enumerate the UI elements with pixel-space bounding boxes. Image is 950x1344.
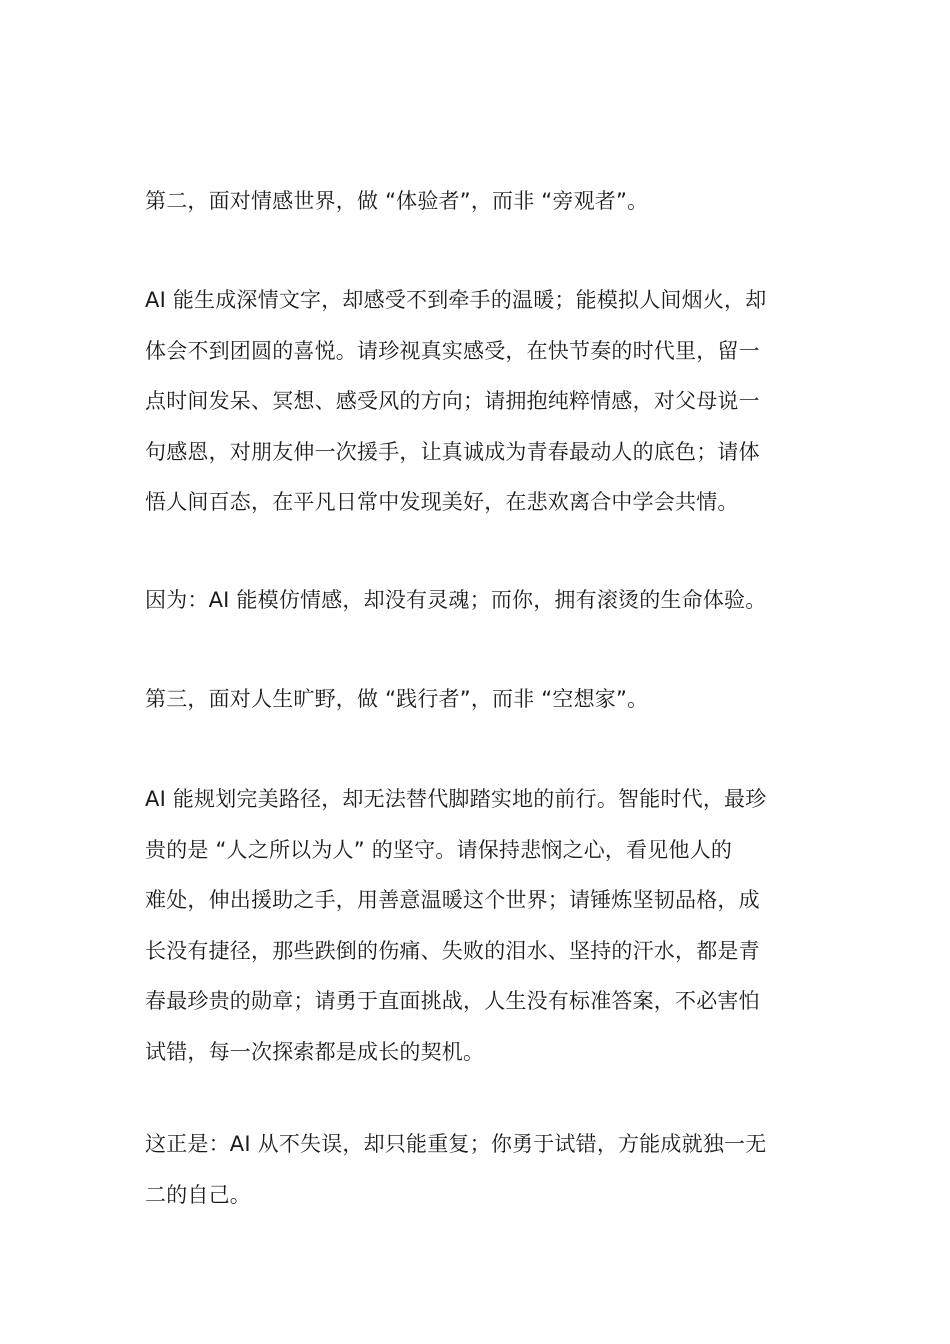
text-line: 句感恩，对朋友伸一次援手，让真诚成为青春最动人的底色；请体	[145, 439, 760, 464]
text-line: 点时间发呆、冥想、感受风的方向；请拥抱纯粹情感，对父母说一	[145, 389, 760, 413]
text-line: 难处，伸出援助之手，用善意温暖这个世界；请锤炼坚韧品格，成	[145, 888, 760, 912]
text-line: 春最珍贵的勋章；请勇于直面挑战，人生没有标准答案，不必害怕	[145, 989, 760, 1013]
text-line: 第二，面对情感世界，做 “体验者”，而非 “旁观者”。	[145, 189, 649, 213]
text-line: 贵的是 “人之所以为人” 的坚守。请保持悲悯之心，看见他人的	[145, 837, 733, 862]
text-line: 试错，每一次探索都是成长的契机。	[145, 1039, 485, 1064]
text-line: 这正是：AI 从不失误，却只能重复；你勇于试错，方能成就独一无	[145, 1132, 767, 1156]
text-line: 长没有捷径，那些跌倒的伤痛、失败的泪水、坚持的汗水，都是青	[145, 938, 760, 963]
paragraph-emotion-conclusion	[145, 575, 813, 626]
text-line: 第三，面对人生旷野，做 “践行者”，而非 “空想家”。	[145, 687, 649, 711]
text-line: 因为：AI 能模仿情感，却没有灵魂；而你，拥有滚烫的生命体验。	[145, 588, 767, 612]
paragraph-practice-conclusion	[145, 1119, 813, 1220]
text-line: AI 能生成深情文字，却感受不到牵手的温暖；能模拟人间烟火，却	[145, 288, 767, 312]
paragraph-emotion-body	[145, 275, 813, 528]
paragraph-practice-body	[145, 774, 813, 1077]
text-line: 二的自己。	[145, 1182, 251, 1207]
paragraph-second-point-heading	[145, 176, 813, 227]
text-line: 悟人间百态，在平凡日常中发现美好，在悲欢离合中学会共情。	[145, 490, 739, 514]
text-line: AI 能规划完美路径，却无法替代脚踏实地的前行。智能时代，最珍	[145, 787, 767, 811]
paragraph-third-point-heading	[145, 674, 813, 725]
text-line: 体会不到团圆的喜悦。请珍视真实感受，在快节奏的时代里，留一	[145, 338, 760, 363]
